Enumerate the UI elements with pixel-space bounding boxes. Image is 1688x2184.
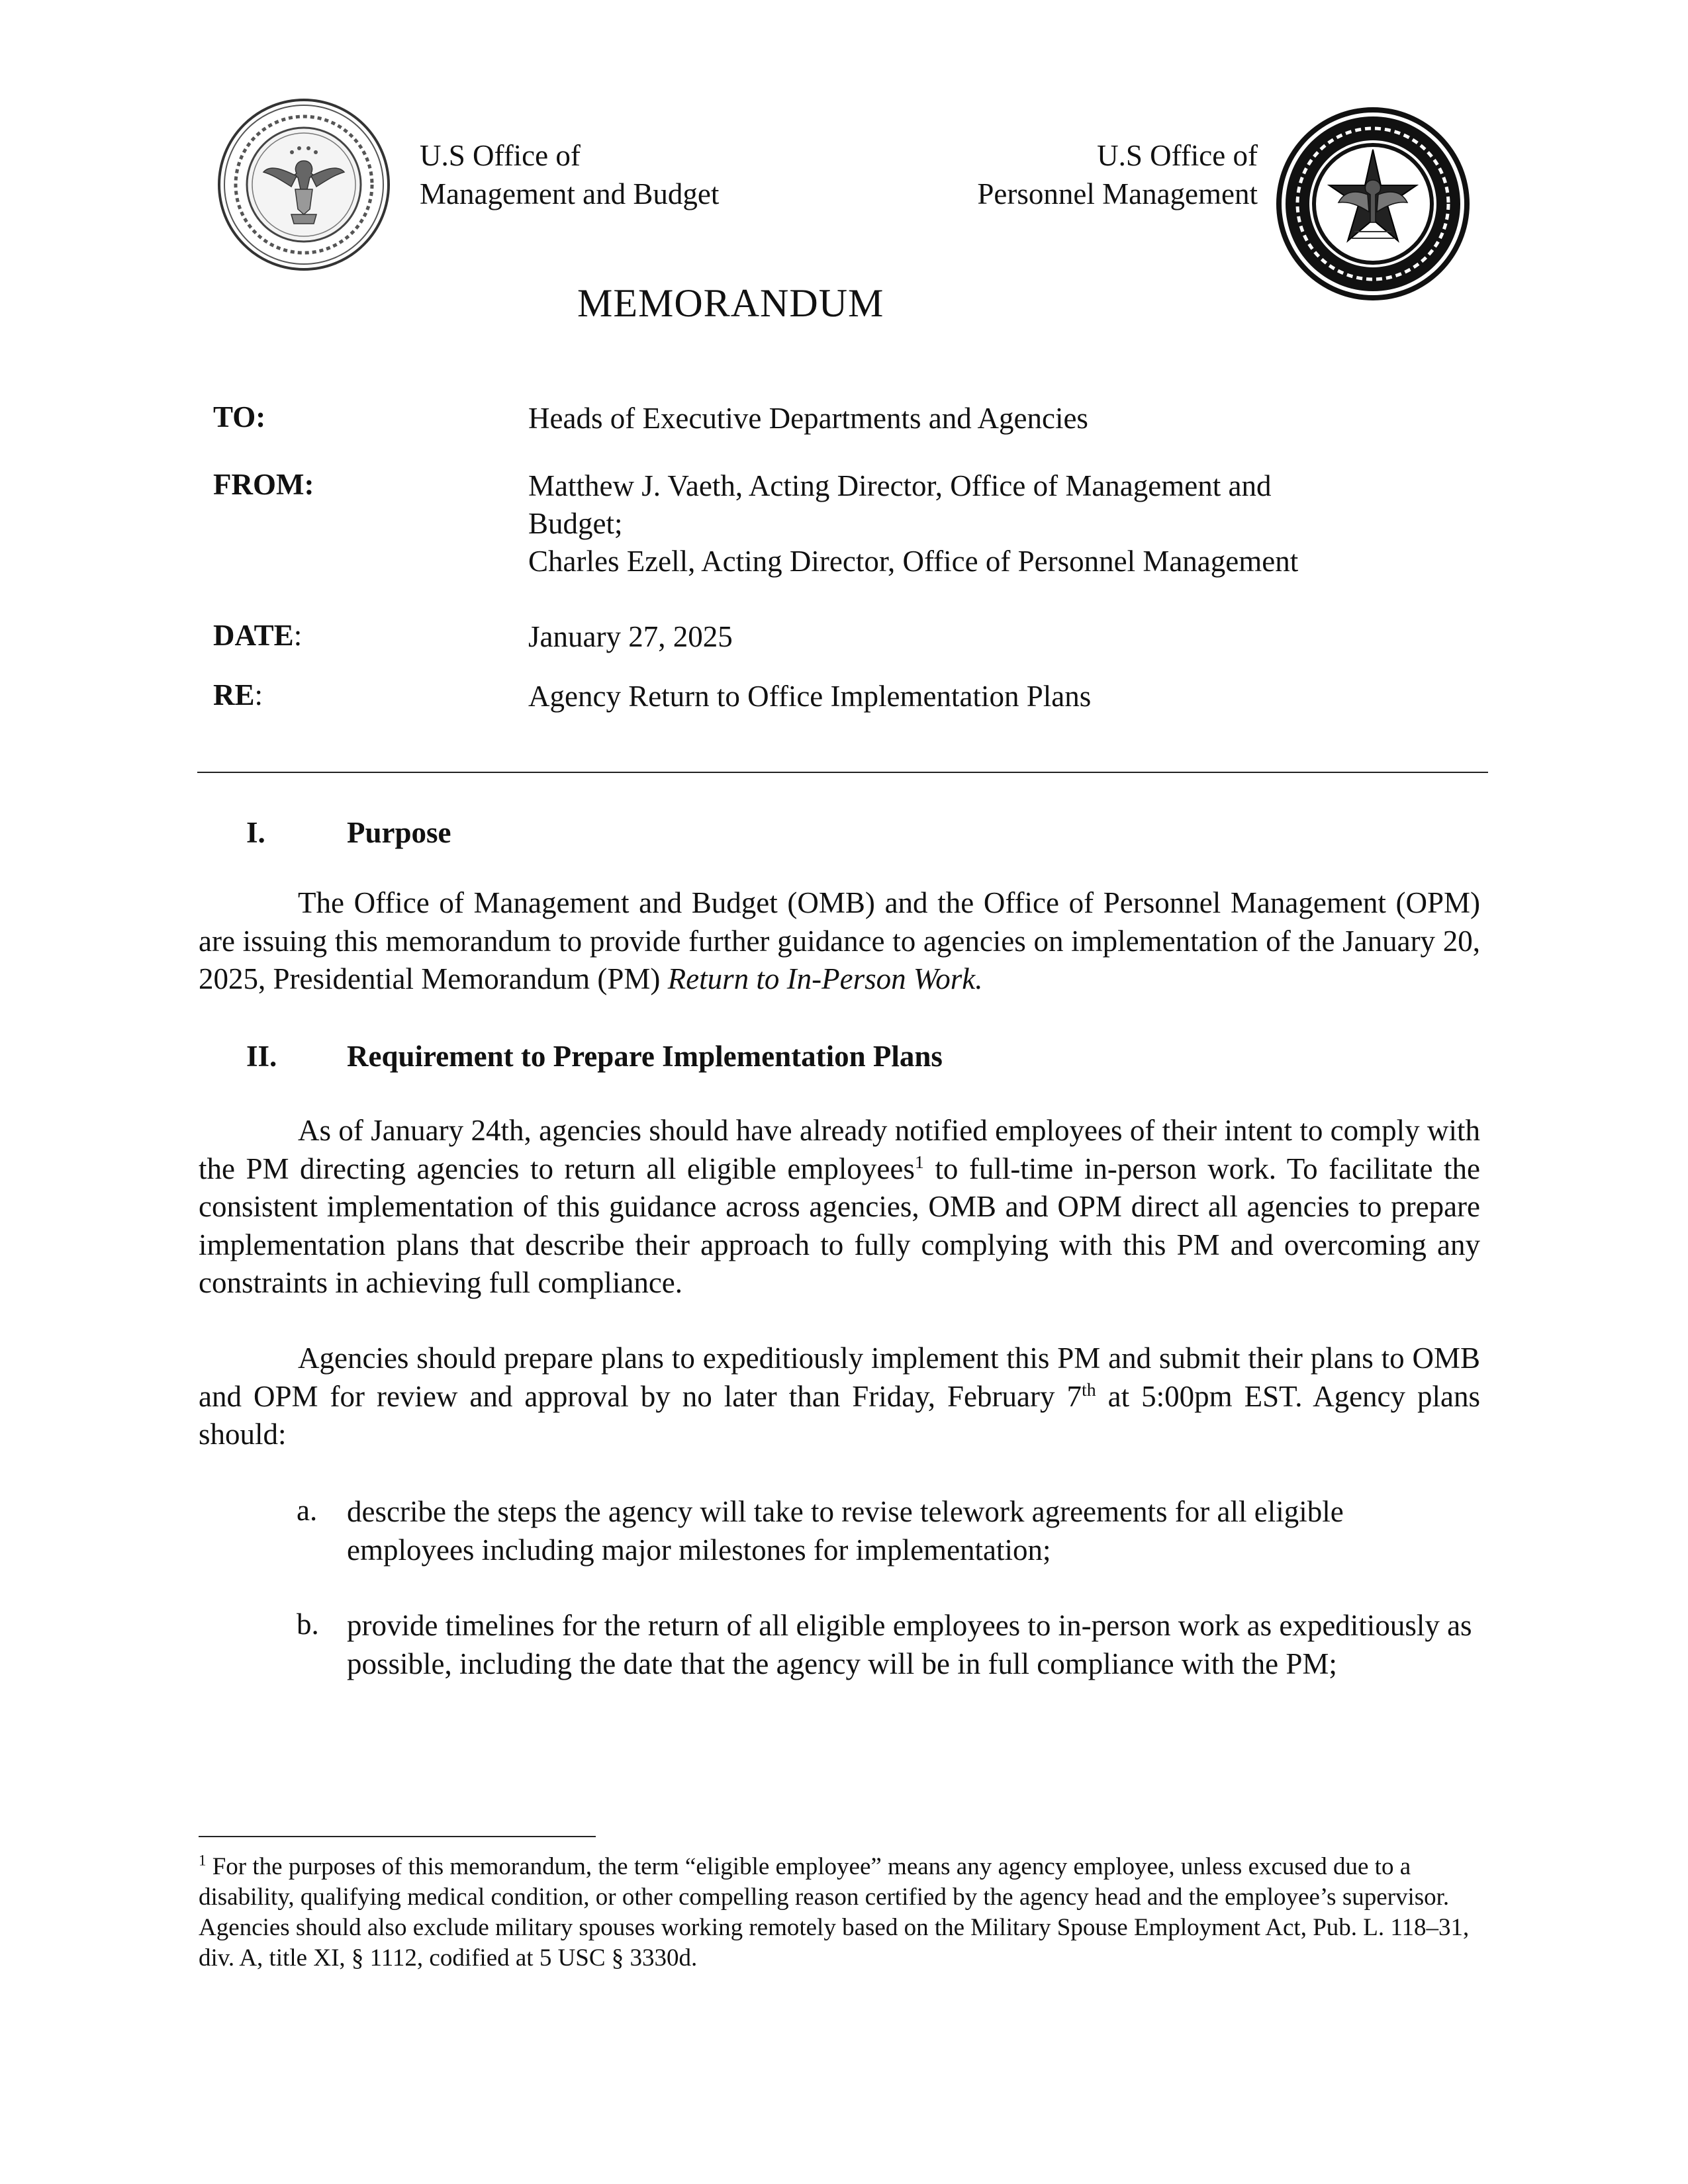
from-label: FROM: [213, 468, 314, 501]
section-1-italic: Return to In-Person Work. [667, 962, 983, 995]
omb-org-line1: U.S Office of [420, 139, 581, 172]
opm-org-name [977, 136, 1258, 213]
list-item-b-text: provide timelines for the return of all eligible employees to in-person work as expeditiously as possible, including the date that the agency will be in full compliance with the PM; [347, 1609, 1472, 1680]
from-line2: Budget; [528, 507, 623, 540]
footnote-divider [199, 1836, 596, 1837]
footnote-marker: 1 [199, 1852, 207, 1869]
section-2-number: II. [246, 1040, 277, 1073]
re-value: Agency Return to Office Implementation Plans [528, 680, 1092, 713]
opm-seal-icon [1275, 106, 1471, 302]
footnote-1 [199, 1852, 1470, 1974]
re-label-text: RE [213, 678, 255, 711]
re-label-colon: : [254, 678, 263, 711]
section-2-p1-before: As of January 24th, agencies should have already notified employees of their intent to comply with the PM directing agencies to return all eligible employees [199, 1114, 1480, 1185]
section-1-number: I. [246, 816, 265, 849]
section-2-p2-after: at 5:00pm EST. Agency plans should: [199, 1379, 1480, 1451]
date-label [213, 618, 302, 653]
section-2-title: Requirement to Prepare Implementation Plans [347, 1040, 943, 1073]
ordinal-suffix: th [1081, 1379, 1096, 1400]
section-2-paragraph-1 [199, 1112, 1480, 1302]
from-line1: Matthew J. Vaeth, Acting Director, Office of Management and [528, 469, 1272, 502]
list-item-a-text: describe the steps the agency will take to revise telework agreements for all eligible employees including major milestones for implementation; [347, 1495, 1344, 1567]
section-1-paragraph [199, 884, 1480, 999]
section-2-p1-after: to full-time in-person work. To facilitate the consistent implementation of this guidance across agencies, OMB and OPM direct all agencies to prepare implementation plans that describe their approach to fully complying with this PM and overcoming any constraints in achieving full compliance. [199, 1152, 1480, 1299]
omb-seal-icon [217, 98, 391, 271]
header-divider [197, 772, 1488, 773]
footnote-ref-1[interactable]: 1 [914, 1152, 924, 1173]
to-label: TO: [213, 400, 266, 433]
opm-org-line2: Personnel Management [977, 177, 1258, 210]
to-value: Heads of Executive Departments and Agencies [528, 402, 1088, 435]
opm-org-line1: U.S Office of [1097, 139, 1258, 172]
section-1-text: The Office of Management and Budget (OMB) and the Office of Personnel Management (OPM) are issuing this memorandum to provide further guidance to agencies on implementation of the January 20, 2025, Presidential Memorandum (PM) [199, 886, 1480, 995]
from-value [528, 467, 1298, 580]
section-1-title: Purpose [347, 816, 451, 849]
footnote-text: For the purposes of this memorandum, the term “eligible employee” means any agency employee, unless excused due to a disability, qualifying medical condition, or other compelling reason certified by the agency head and the employee’s supervisor. Agencies should also exclude military spouses working remotely based on the Military Spouse Employment Act, Pub. L. 118–31, div. A, title XI, § 1112, codified at 5 USC § 3330d. [199, 1853, 1470, 1972]
omb-org-line2: Management and Budget [420, 177, 720, 210]
section-2-paragraph-2 [199, 1340, 1480, 1454]
section-2-p2-before: Agencies should prepare plans to expeditiously implement this PM and submit their plans to OMB and OPM for review and approval by no later than Friday, February 7 [199, 1342, 1480, 1413]
date-label-text: DATE [213, 619, 294, 652]
list-item-b-letter: b. [297, 1608, 319, 1641]
date-label-colon: : [293, 619, 303, 652]
list-item-a-letter: a. [297, 1494, 318, 1527]
re-label [213, 678, 263, 712]
from-line3: Charles Ezell, Acting Director, Office of Personnel Management [528, 545, 1299, 578]
date-value: January 27, 2025 [528, 620, 733, 653]
omb-org-name [420, 136, 719, 213]
page-title: MEMORANDUM [577, 281, 884, 325]
